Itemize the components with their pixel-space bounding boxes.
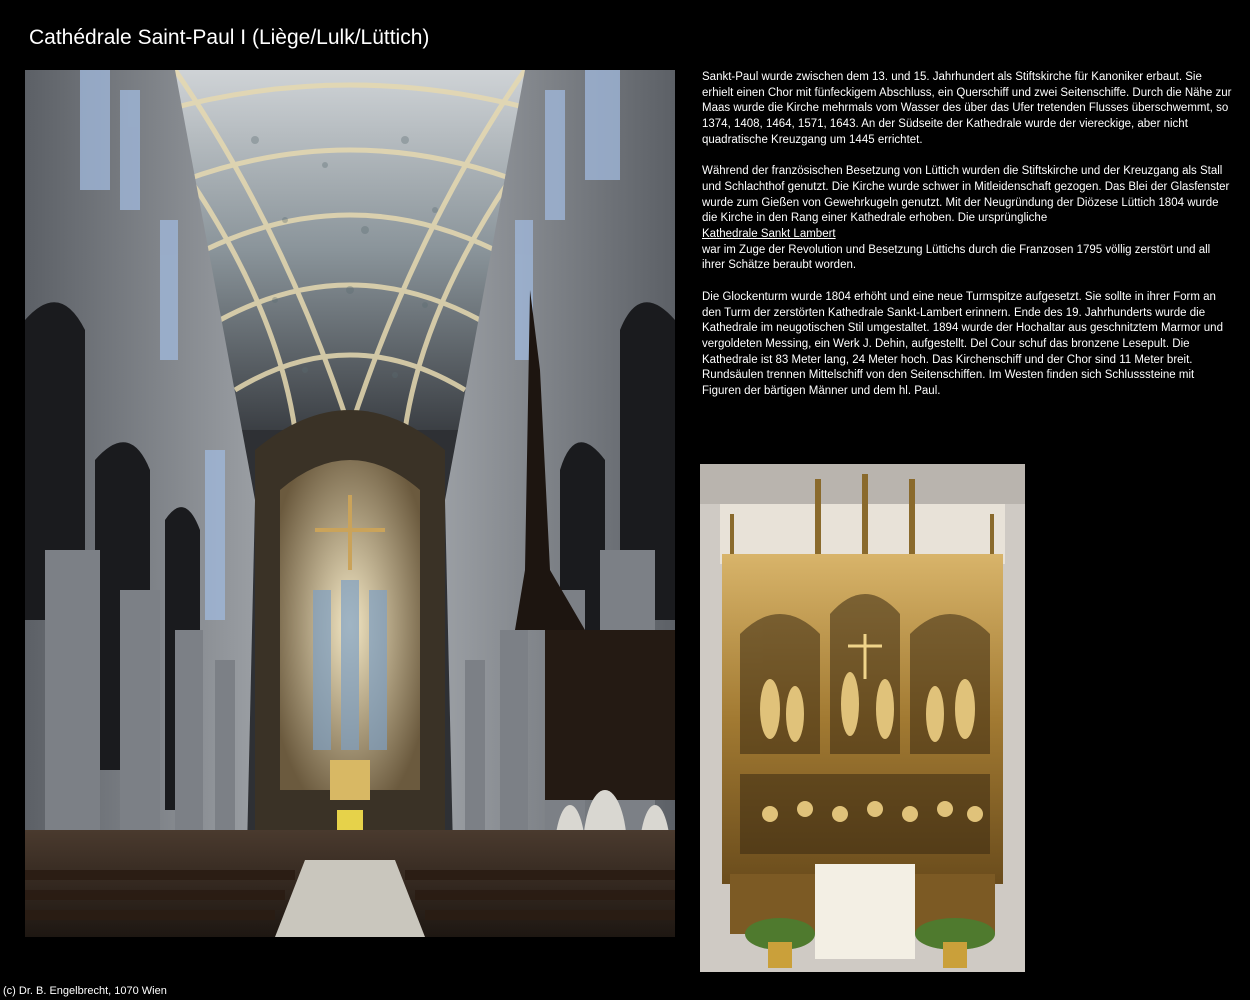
- nave-photo: [25, 70, 675, 937]
- copyright-footer: (c) Dr. B. Engelbrecht, 1070 Wien: [3, 985, 167, 997]
- paragraph-occupation-start: Während der französischen Besetzung von Lüttich wurden die Stiftskirche und der Kreuzgang als Stall und Schlachthof genutzt. Die Kirche wurde schwer in Mitleidenschaft gezogen. Das Blei der Glasfenster wurde zum Gießen von Gewehrkugeln genutzt. Mit der Neugründung der Diözese Lüttich 1804 wurde die Kirche in den Rang einer Kathedrale erhoben. Die ursprüngliche: [702, 165, 1230, 225]
- paragraph-history: Sankt-Paul wurde zwischen dem 13. und 15. Jahrhundert als Stiftskirche für Kanoniker erbaut. Sie erhielt einen Chor mit fünfeckigem Abschluss, ein Querschiff und zwei Seitenschiffe. Durch die Nähe zur Maas wurde die Kirche mehrmals vom Wasser des über das Ufer tretenden Flusses überschwemmt, so 1374, 1408, 1464, 1571, 1643. An der Südseite der Kathedrale wurde der viereckige, aber nicht quadratische Kreuzgang um 1445 errichtet.: [702, 71, 1232, 146]
- page-title: Cathédrale Saint-Paul I (Liège/Lulk/Lüttich): [29, 26, 430, 49]
- paragraph-occupation: [702, 164, 1232, 274]
- paragraph-occupation-end: war im Zuge der Revolution und Besetzung Lüttichs durch die Franzosen 1795 völlig zerstört und all ihrer Schätze beraubt worden.: [702, 243, 1211, 272]
- paragraph-belltower: Die Glockenturm wurde 1804 erhöht und eine neue Turmspitze aufgesetzt. Sie sollte in ihrer Form an den Turm der zerstörten Kathedrale Sankt-Lambert erinnern. Ende des 19. Jahrhunderts wurde die Kathedrale im neugotischen Stil umgestaltet. 1894 wurde der Hochaltar aus geschnitztem Marmor und vergoldeten Messing, ein Werk J. Dehin, aufgestellt. Del Cour schuf das bronzene Lesepult. Die Kathedrale ist 83 Meter lang, 24 Meter hoch. Das Kirchenschiff und der Chor sind 11 Meter breit. Rundsäulen trennen Mittelschiff von den Seitenschiffen. Im Westen finden sich Schlusssteine mit Figuren der bärtigen Männer und dem hl. Paul.: [702, 290, 1223, 398]
- saint-lambert-link[interactable]: Kathedrale Sankt Lambert: [702, 228, 836, 241]
- altarpiece-photo: [700, 464, 1025, 972]
- article-text: [702, 70, 1232, 415]
